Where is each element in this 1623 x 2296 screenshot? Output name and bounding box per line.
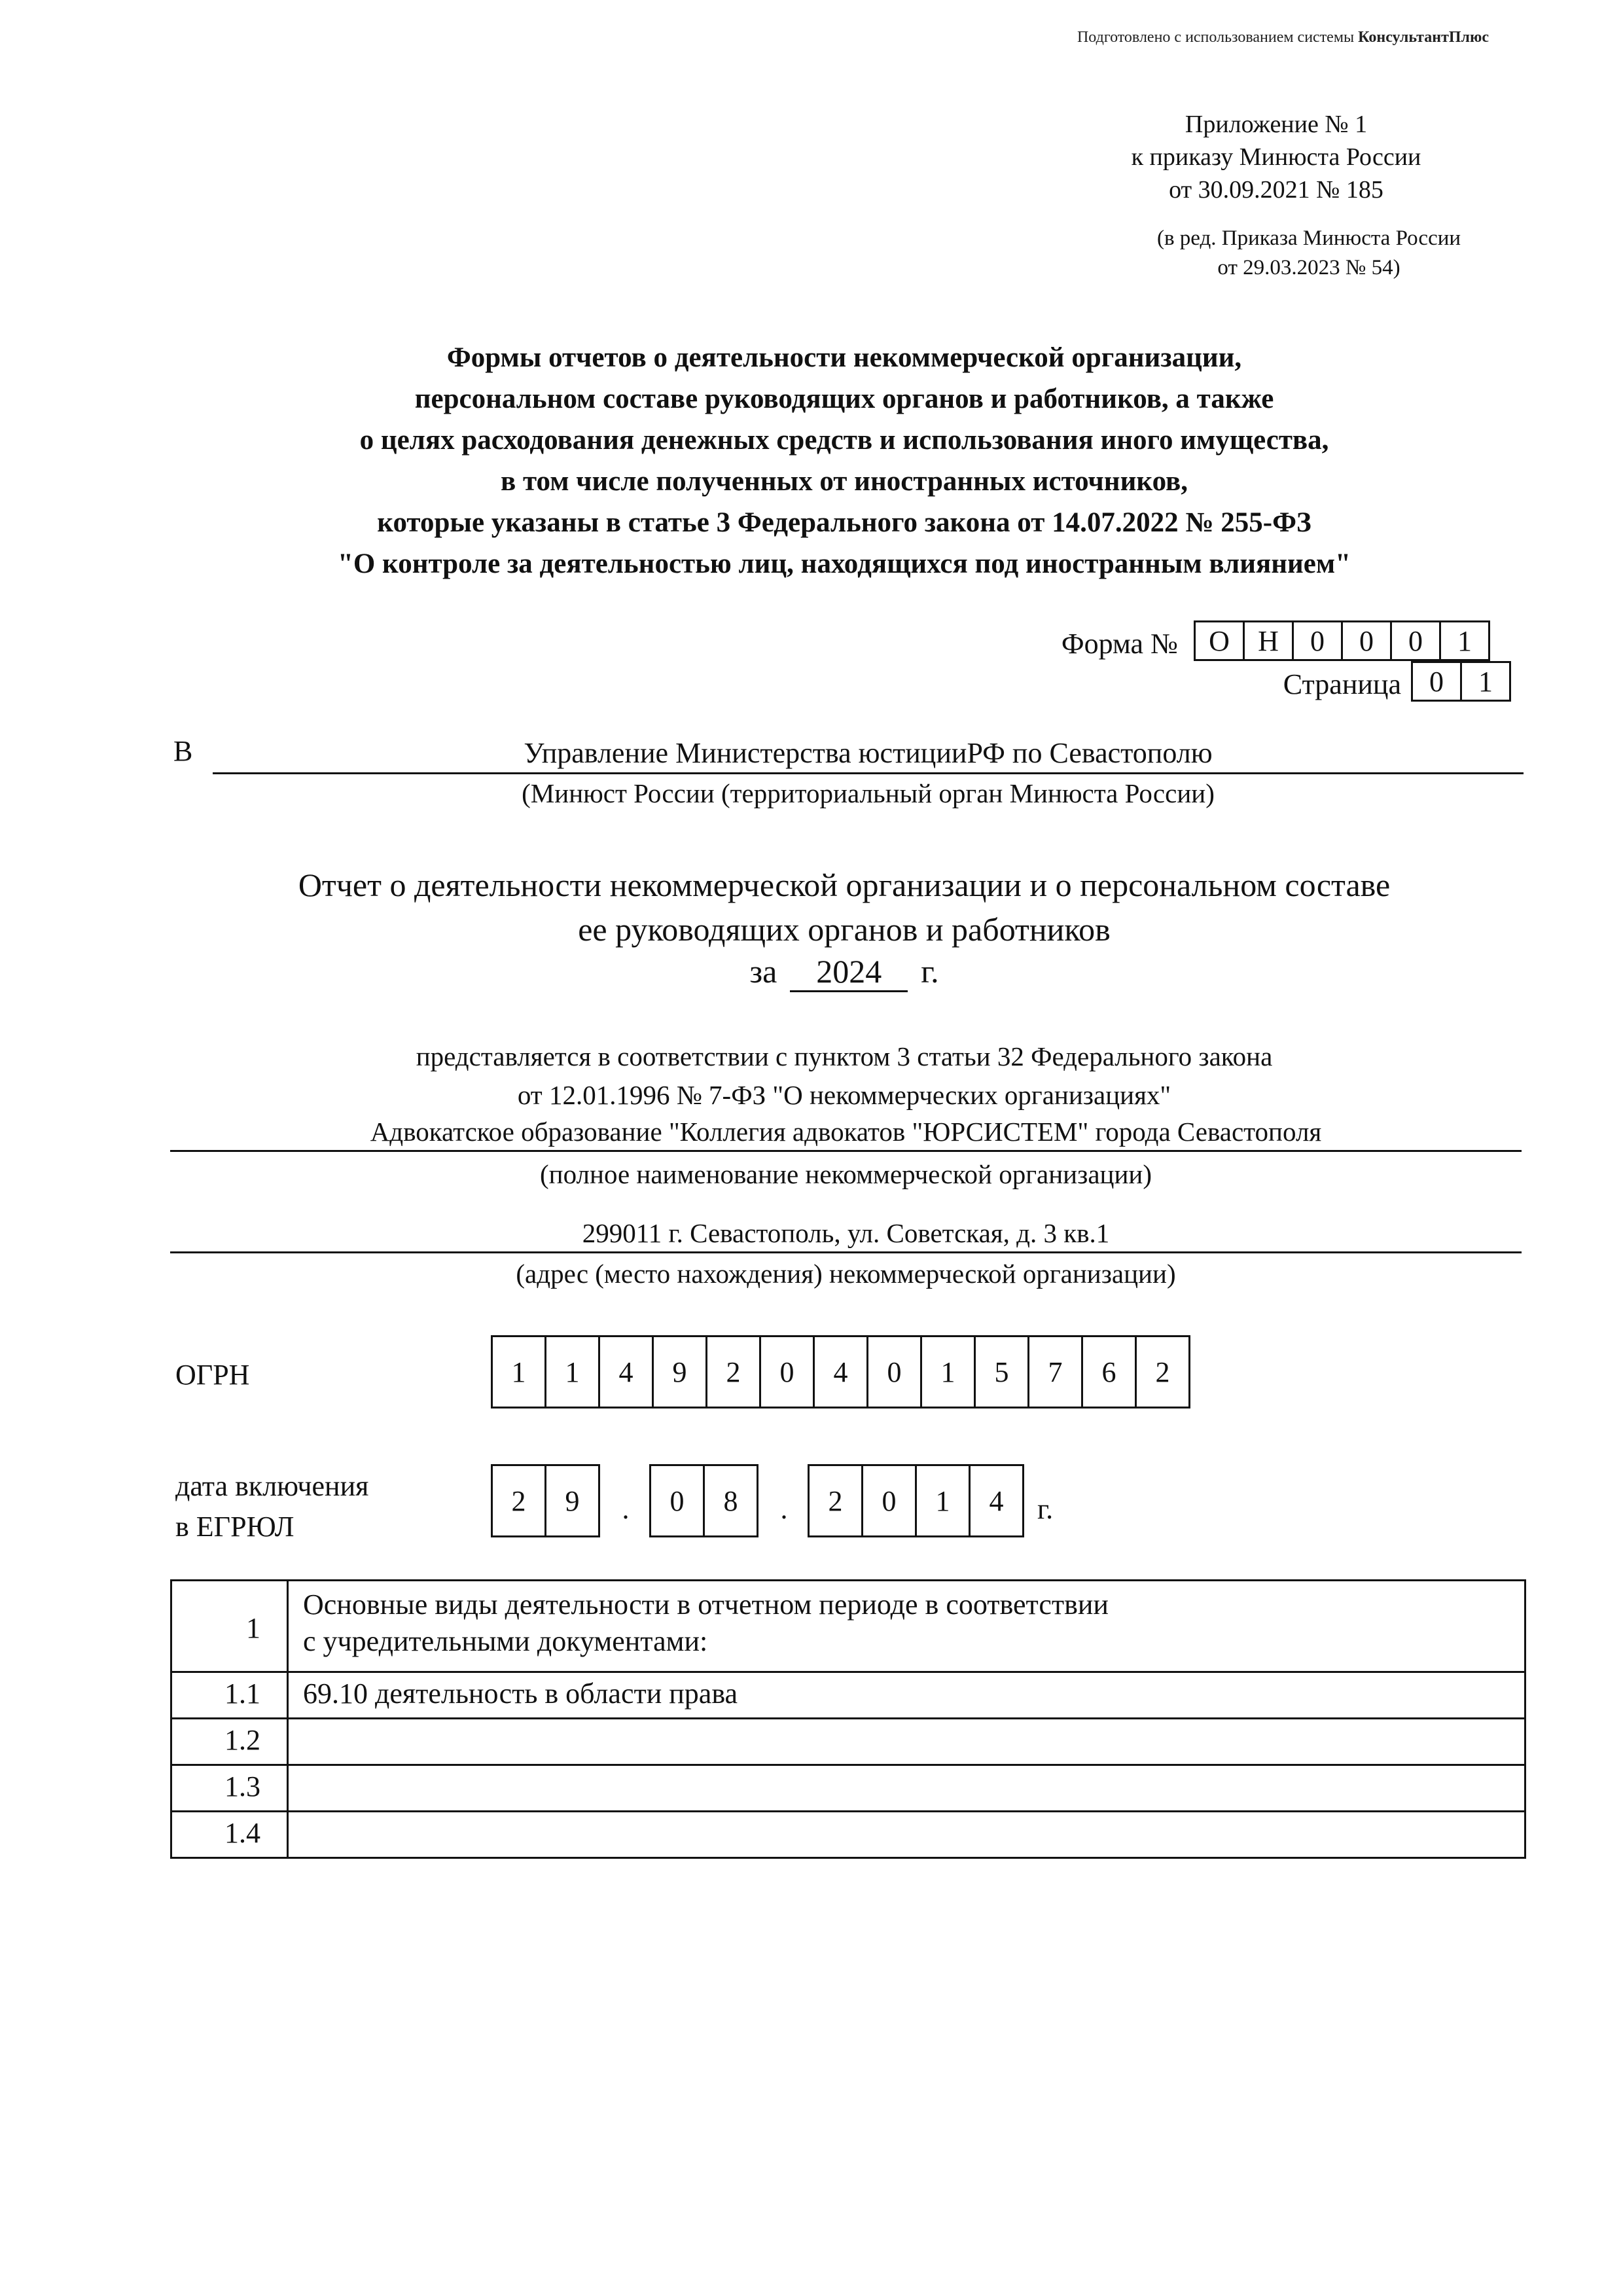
date-separator: . <box>622 1493 630 1525</box>
ogrn-digit-cell: 2 <box>1135 1335 1190 1408</box>
registration-date-cells <box>493 1464 1053 1537</box>
date-year-cell: 1 <box>915 1464 971 1537</box>
date-separator: . <box>780 1493 788 1525</box>
table-row <box>171 1719 1525 1765</box>
organization-address-caption: (адрес (место нахождения) некоммерческой организации) <box>516 1259 1176 1289</box>
date-month-cell: 8 <box>703 1464 758 1537</box>
recipient-caption: (Минюст России (территориальный орган Минюста России) <box>522 778 1215 808</box>
table-row <box>171 1812 1525 1858</box>
page-label: Страница <box>1283 668 1401 700</box>
form-code-cell: 0 <box>1390 620 1441 661</box>
form-code-cell: Н <box>1243 620 1294 661</box>
row-number: 1.1 <box>171 1672 288 1719</box>
ogrn-digit-cell: 4 <box>813 1335 868 1408</box>
form-code-cell: О <box>1194 620 1245 661</box>
row-number: 1.4 <box>171 1812 288 1858</box>
row-text <box>288 1765 1525 1812</box>
form-code-cell: 0 <box>1292 620 1343 661</box>
report-year: 2024 <box>790 952 908 992</box>
date-year-cell: 2 <box>808 1464 863 1537</box>
ogrn-digit-cell: 4 <box>598 1335 654 1408</box>
ogrn-digit-cell: 2 <box>705 1335 761 1408</box>
consultant-brand: КонсультантПлюс <box>1358 29 1489 46</box>
row-text: 69.10 деятельность в области права <box>288 1672 1525 1719</box>
activities-header-text: Основные виды деятельности в отчетном периоде в соответствии с учредительными документами: <box>288 1581 1525 1672</box>
page-number-cells <box>1413 661 1511 702</box>
organization-address: 299011 г. Севастополь, ул. Советская, д. 3 кв.1 <box>170 1217 1522 1253</box>
form-code-cell: 0 <box>1341 620 1392 661</box>
table-row <box>171 1672 1525 1719</box>
form-number-label: Форма № <box>1061 628 1178 660</box>
date-year-suffix: г. <box>1037 1493 1054 1525</box>
activities-header-num: 1 <box>171 1581 288 1672</box>
registration-date-label: дата включения в ЕГРЮЛ <box>175 1470 369 1543</box>
appendix-block: Приложение № 1 к приказу Минюста России от 30.09.2021 № 185 <box>1131 111 1421 204</box>
report-period: за 2024 г. <box>170 952 1518 992</box>
date-day-cell: 9 <box>544 1464 600 1537</box>
row-text <box>288 1812 1525 1858</box>
legal-basis: представляется в соответствии с пунктом 3 статьи 32 Федерального закона от 12.01.1996 № 7-ФЗ "О некоммерческих организациях" <box>416 1041 1273 1110</box>
recipient-prefix: В <box>173 735 193 767</box>
ogrn-digit-cell: 0 <box>759 1335 815 1408</box>
ogrn-digit-cell: 9 <box>652 1335 707 1408</box>
row-number: 1.2 <box>171 1719 288 1765</box>
date-year-cell: 0 <box>861 1464 917 1537</box>
report-title: Отчет о деятельности некоммерческой организации и о персональном составе ее руководящих органов и работников <box>298 867 1391 948</box>
ogrn-digit-cell: 7 <box>1027 1335 1083 1408</box>
date-day-cell: 2 <box>491 1464 546 1537</box>
table-row <box>171 1765 1525 1812</box>
ogrn-cells <box>493 1335 1190 1408</box>
consultant-notice: Подготовлено с использованием системы КонсультантПлюс <box>1077 29 1489 46</box>
date-year-cell: 4 <box>969 1464 1024 1537</box>
row-number: 1.3 <box>171 1765 288 1812</box>
page-digit-cell: 1 <box>1460 661 1511 702</box>
recipient-name: Управление Министерства юстицииРФ по Севастополю <box>213 736 1524 774</box>
ogrn-digit-cell: 1 <box>491 1335 546 1408</box>
page-digit-cell: 0 <box>1411 661 1462 702</box>
ogrn-digit-cell: 6 <box>1081 1335 1137 1408</box>
row-text <box>288 1719 1525 1765</box>
organization-name: Адвокатское образование "Коллегия адвокатов "ЮРСИСТЕМ" города Севастополя <box>170 1116 1522 1152</box>
ogrn-digit-cell: 0 <box>866 1335 922 1408</box>
ogrn-digit-cell: 1 <box>544 1335 600 1408</box>
organization-name-caption: (полное наименование некоммерческой организации) <box>539 1159 1152 1189</box>
ogrn-digit-cell: 1 <box>920 1335 976 1408</box>
activities-header-row <box>171 1581 1525 1672</box>
form-code-cell: 1 <box>1439 620 1490 661</box>
ogrn-label: ОГРН <box>175 1359 250 1391</box>
date-month-cell: 0 <box>649 1464 705 1537</box>
ogrn-digit-cell: 5 <box>974 1335 1029 1408</box>
edition-note: (в ред. Приказа Минюста России от 29.03.2023 № 54) <box>1156 226 1461 279</box>
activities-table <box>170 1579 1526 1859</box>
document-title: Формы отчетов о деятельности некоммерческой организации, персональном составе руководящих органов и работников, а также о целях расходования денежных средств и использования иного имущества, в том числе полученных от иностранных источников, которые указаны в статье 3 Федерального закона от 14.07.2022 № 255-ФЗ "О контроле за деятельностью лиц, находящихся под иностранным влиянием" <box>337 342 1351 579</box>
form-number-cells <box>1196 620 1490 661</box>
